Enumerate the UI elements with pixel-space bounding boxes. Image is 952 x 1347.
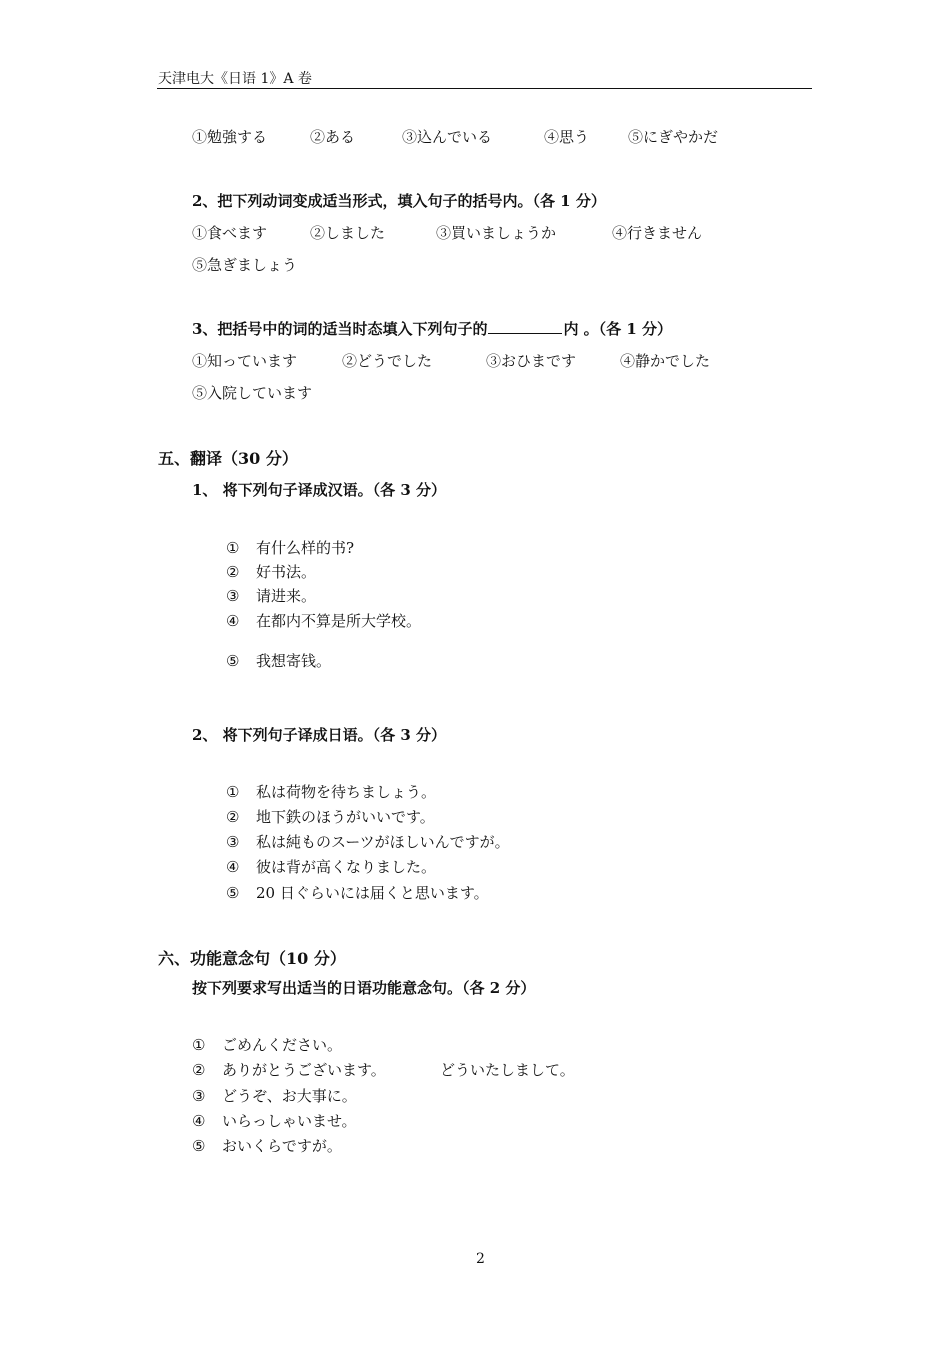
option-item: ③込んでいる <box>402 128 493 146</box>
item-text: 私は純ものスーツがほしいんですが。 <box>256 833 510 851</box>
item-text: どうぞ、お大事に。 <box>222 1087 357 1105</box>
item-text: ごめんください。 <box>222 1036 343 1054</box>
option-item: ④静かでした <box>620 352 711 370</box>
item-number: ③ <box>226 833 240 851</box>
option-item: ③買いましょうか <box>436 224 557 242</box>
list-item <box>226 610 421 631</box>
item-text: 请进来。 <box>256 587 317 605</box>
question-3-title <box>192 318 672 339</box>
list-item <box>226 537 354 558</box>
list-item <box>226 882 489 903</box>
page-number: 2 <box>476 1251 485 1267</box>
option-item: ④思う <box>544 128 590 146</box>
item-number: ① <box>226 783 240 801</box>
item-text: 我想寄钱。 <box>256 652 332 670</box>
list-item <box>226 856 436 877</box>
list-item <box>226 831 510 852</box>
list-item <box>192 1085 357 1106</box>
list-item <box>226 650 331 671</box>
page-header: 天津电大《日语 1》A 卷 <box>158 71 312 87</box>
header-rule <box>157 88 812 89</box>
list-item <box>226 781 436 802</box>
item-text: 私は荷物を待ちましょう。 <box>256 783 437 801</box>
section-5-title: 五、翻译（30 分） <box>158 449 298 468</box>
item-text: 地下鉄のほうがいいです。 <box>256 808 435 826</box>
answer-blank <box>488 319 562 334</box>
option-item: ⑤急ぎましょう <box>192 256 298 274</box>
list-item <box>226 561 316 582</box>
section-6-title: 六、功能意念句（10 分） <box>158 949 346 968</box>
item-text: 彼は背が高くなりました。 <box>256 858 437 876</box>
list-item <box>192 1135 342 1156</box>
item-number: ⑤ <box>192 1137 206 1155</box>
item-text: いらっしゃいませ。 <box>222 1112 357 1130</box>
item-text: おいくらですが。 <box>222 1137 342 1155</box>
item-number: ③ <box>226 587 240 605</box>
item-text: 20 日ぐらいには届くと思います。 <box>256 884 489 902</box>
option-item: ②ある <box>310 128 356 146</box>
list-item <box>192 1110 357 1131</box>
question-2-title: 2、把下列动词变成适当形式，填入句子的括号内。（各 1 分） <box>192 192 606 210</box>
section-5-sub1-title: 1、 将下列句子译成汉语。（各 3 分） <box>192 481 447 499</box>
item-text: ありがとうございます。 <box>222 1061 386 1079</box>
section-6-subtitle: 按下列要求写出适当的日语功能意念句。（各 2 分） <box>192 979 536 997</box>
item-number: ⑤ <box>226 652 240 670</box>
option-item: ①知っています <box>192 352 298 370</box>
question-3-title-end: 内 。（各 1 分） <box>563 320 673 338</box>
item-number: ① <box>226 539 240 557</box>
item-number: ② <box>226 808 240 826</box>
list-item <box>226 585 316 606</box>
option-item: ⑤入院しています <box>192 384 313 402</box>
item-number: ③ <box>192 1087 206 1105</box>
option-item: ④行きません <box>612 224 703 242</box>
item-text: 有什么样的书? <box>256 539 355 557</box>
item-number: ④ <box>226 612 240 630</box>
item-number: ⑤ <box>226 884 240 902</box>
option-item: ①食べます <box>192 224 268 242</box>
item-number: ② <box>226 563 240 581</box>
option-item: ②どうでした <box>342 352 433 370</box>
item-text: 好书法。 <box>256 563 317 581</box>
section-5-sub2-title: 2、 将下列句子译成日语。（各 3 分） <box>192 726 447 744</box>
list-item <box>192 1059 386 1080</box>
list-item <box>226 806 435 827</box>
list-item <box>192 1034 342 1055</box>
item-text: 在都内不算是所大学校。 <box>256 612 422 630</box>
option-item: ③おひまです <box>486 352 577 370</box>
option-item: ①勉強する <box>192 128 268 146</box>
option-item: ②しました <box>310 224 386 242</box>
item-reply-text: どういたしまして。 <box>440 1061 575 1079</box>
item-number: ① <box>192 1036 206 1054</box>
option-item: ⑤にぎやかだ <box>628 128 719 146</box>
question-3-title-start: 3、把括号中的词的适当时态填入下列句子的 <box>192 320 488 338</box>
item-number: ④ <box>192 1112 206 1130</box>
item-number: ② <box>192 1061 206 1079</box>
item-number: ④ <box>226 858 240 876</box>
